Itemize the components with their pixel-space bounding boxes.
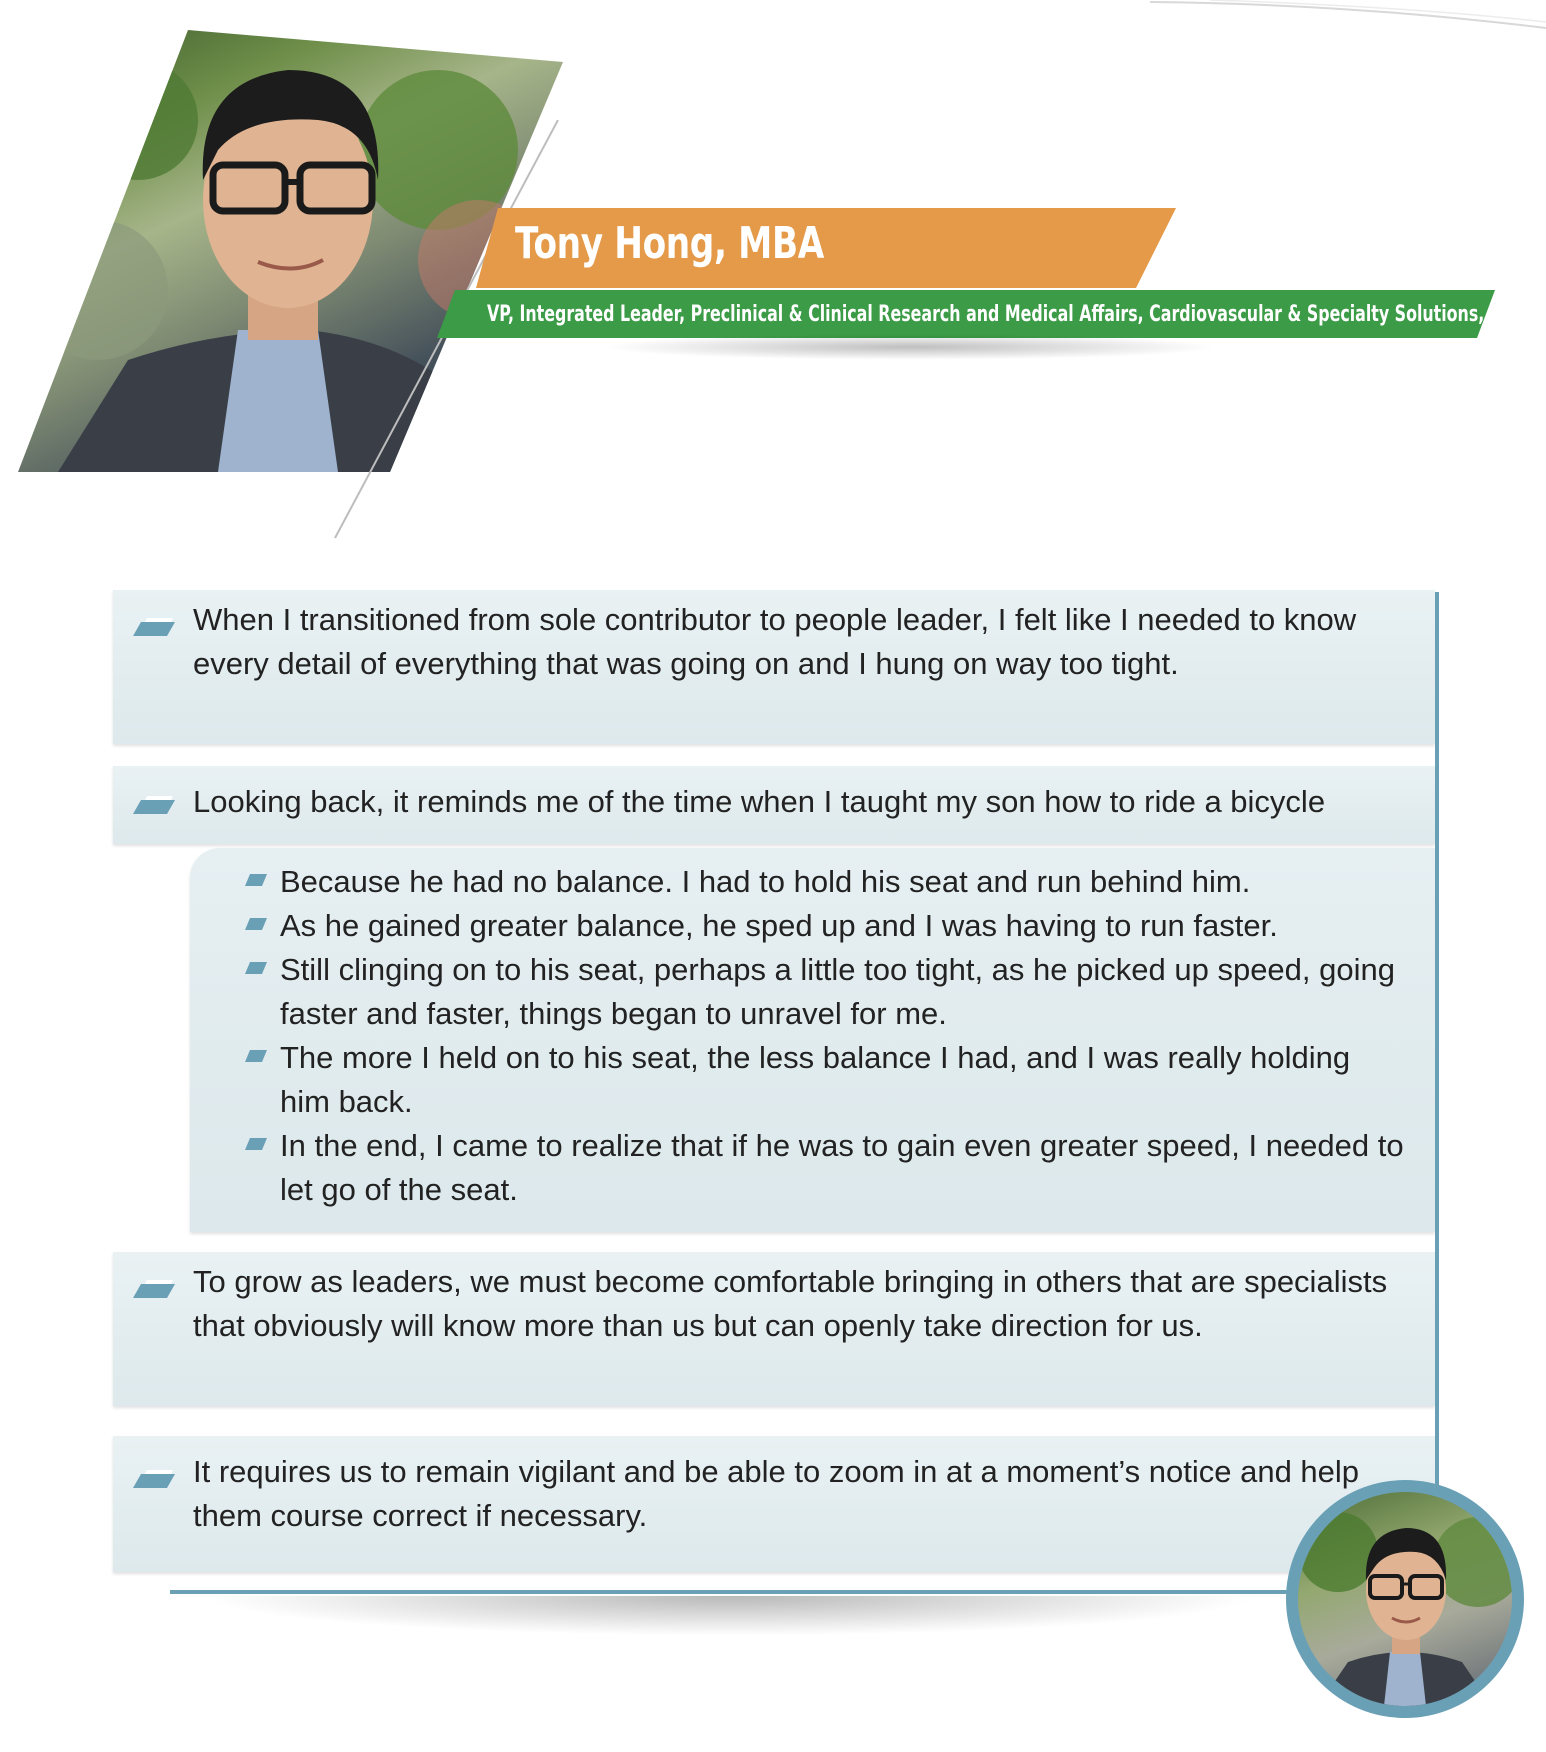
panel-bottom-rule <box>170 1590 1290 1594</box>
sub-point-text: The more I held on to his seat, the less balance I had, and I was really holding him back. <box>280 1040 1351 1119</box>
quote-text: To grow as leaders, we must become comfortable bringing in others that are specialists that obviously will know more than us but can openly take direction for us. <box>193 1264 1388 1343</box>
small-bullet-icon <box>245 1138 267 1150</box>
sub-point-text: As he gained greater balance, he sped up and I was having to run faster. <box>280 908 1278 943</box>
parallelogram-bullet-icon <box>133 1280 175 1298</box>
quote-card <box>113 766 1435 844</box>
sub-point-text: In the end, I came to realize that if he was to gain even greater speed, I needed to let go of the seat. <box>280 1128 1404 1207</box>
panel-bottom-shadow <box>200 1596 1260 1636</box>
sub-points-panel <box>190 848 1435 1232</box>
speaker-title: VP, Integrated Leader, Preclinical & Clinical Research and Medical Affairs, Cardiovascular & Specialty Solutions, J&J <box>487 302 1516 327</box>
panel-right-rule <box>1435 592 1439 1592</box>
small-bullet-icon <box>245 918 267 930</box>
quote-card <box>113 1252 1435 1406</box>
quote-card <box>113 590 1435 744</box>
parallelogram-bullet-icon <box>133 796 175 814</box>
round-avatar <box>1286 1480 1524 1718</box>
speaker-name: Tony Hong, MBA <box>515 218 824 269</box>
parallelogram-bullet-icon <box>133 618 175 636</box>
quote-card <box>113 1436 1435 1572</box>
parallelogram-bullet-icon <box>133 1470 175 1488</box>
sub-point-text: Because he had no balance. I had to hold his seat and run behind him. <box>280 864 1251 899</box>
quote-text: When I transitioned from sole contributor to people leader, I felt like I needed to know every detail of everything that was going on and I hung on way too tight. <box>193 602 1357 681</box>
quote-text: Looking back, it reminds me of the time when I taught my son how to ride a bicycle <box>193 784 1326 819</box>
sub-point-text: Still clinging on to his seat, perhaps a little too tight, as he picked up speed, going faster and faster, things began to unravel for me. <box>280 952 1395 1031</box>
small-bullet-icon <box>245 874 267 886</box>
small-bullet-icon <box>245 1050 267 1062</box>
quote-text: It requires us to remain vigilant and be able to zoom in at a moment’s notice and help them course correct if necessary. <box>193 1454 1360 1533</box>
small-bullet-icon <box>245 962 267 974</box>
